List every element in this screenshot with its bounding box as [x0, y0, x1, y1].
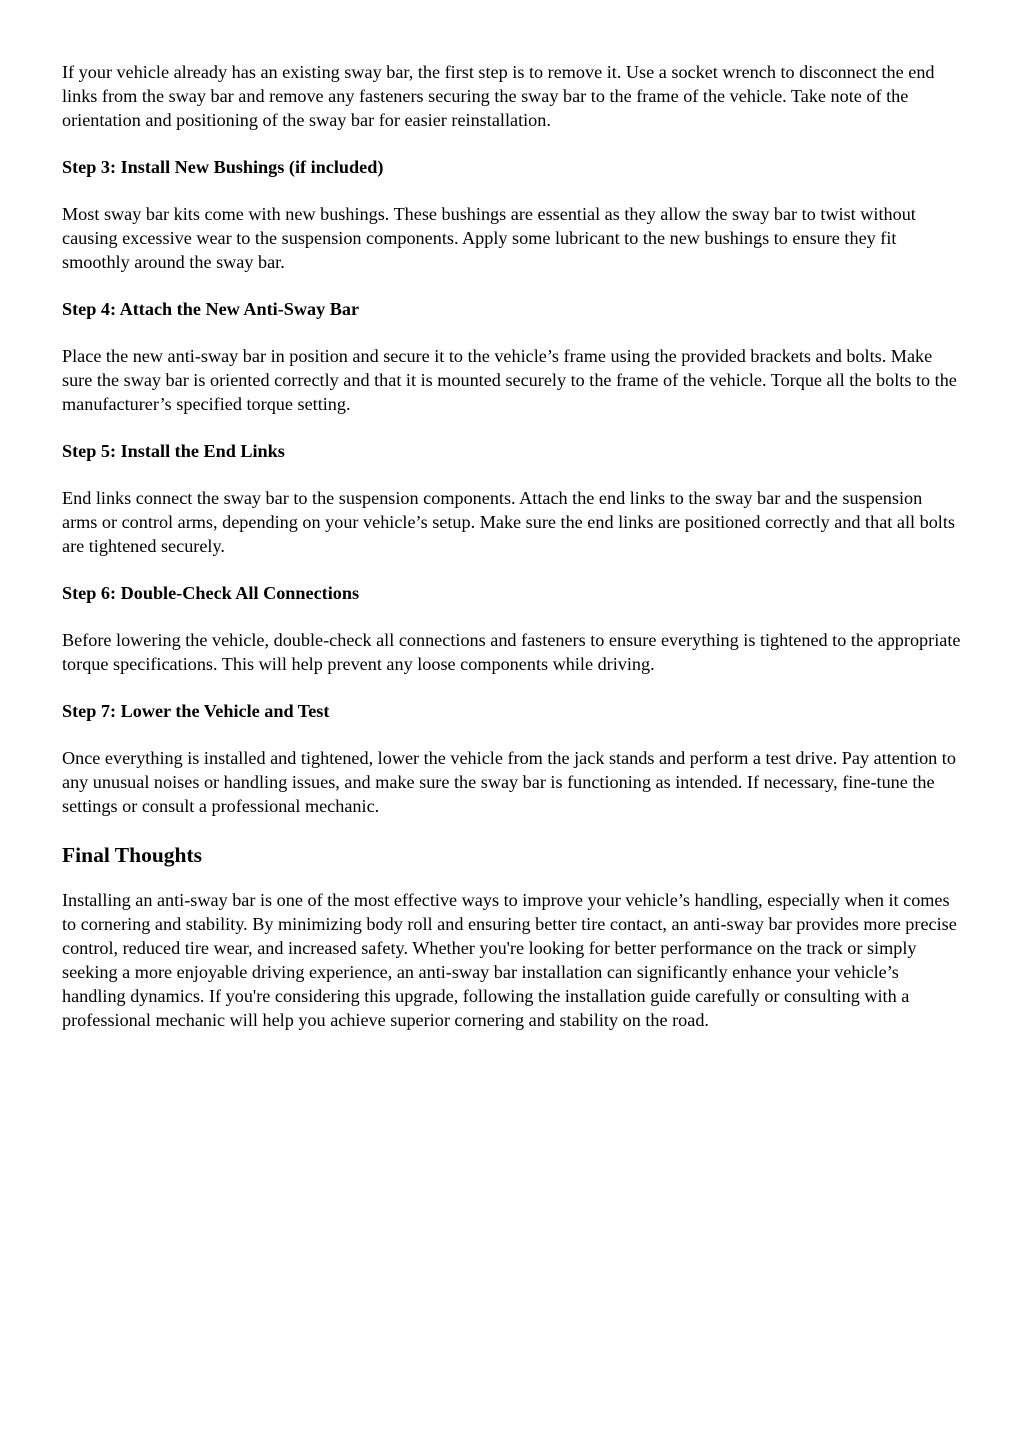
step-5-heading: Step 5: Install the End Links	[62, 441, 285, 461]
step-5-paragraph: End links connect the sway bar to the suspension components. Attach the end links to the sway bar and the suspension arms or control arms, depending on your vehicle’s setup. Make sure the end links are positioned correctly and that all bolts are tightened securely.	[62, 488, 955, 556]
step-4-heading: Step 4: Attach the New Anti-Sway Bar	[62, 299, 360, 319]
document-body	[62, 60, 962, 1032]
step-7-paragraph: Once everything is installed and tightened, lower the vehicle from the jack stands and perform a test drive. Pay attention to any unusual noises or handling issues, and make sure the sway bar is functioning as intended. If necessary, fine-tune the settings or consult a professional mechanic.	[62, 748, 956, 816]
step-6-paragraph: Before lowering the vehicle, double-check all connections and fasteners to ensure everything is tightened to the appropriate torque specifications. This will help prevent any loose components while driving.	[62, 630, 961, 674]
step-3-paragraph: Most sway bar kits come with new bushings. These bushings are essential as they allow the sway bar to twist without causing excessive wear to the suspension components. Apply some lubricant to the new bushings to ensure they fit smoothly around the sway bar.	[62, 204, 916, 272]
final-thoughts-heading: Final Thoughts	[62, 843, 203, 867]
step-6-heading: Step 6: Double-Check All Connections	[62, 583, 360, 603]
step-3-heading: Step 3: Install New Bushings (if included)	[62, 157, 384, 177]
step-7-heading: Step 7: Lower the Vehicle and Test	[62, 701, 330, 721]
intro-paragraph: If your vehicle already has an existing sway bar, the first step is to remove it. Use a socket wrench to disconnect the end links from the sway bar and remove any fasteners securing the sway bar to the frame of the vehicle. Take note of the orientation and positioning of the sway bar for easier reinstallation.	[62, 62, 935, 130]
step-4-paragraph: Place the new anti-sway bar in position and secure it to the vehicle’s frame using the provided brackets and bolts. Make sure the sway bar is oriented correctly and that it is mounted securely to the frame of the vehicle. Torque all the bolts to the manufacturer’s specified torque setting.	[62, 346, 957, 414]
final-thoughts-paragraph: Installing an anti-sway bar is one of the most effective ways to improve your vehicle’s handling, especially when it comes to cornering and stability. By minimizing body roll and ensuring better tire contact, an anti-sway bar provides more precise control, reduced tire wear, and increased safety. Whether you're looking for better performance on the track or simply seeking a more enjoyable driving experience, an anti-sway bar installation can significantly enhance your vehicle’s handling dynamics. If you're considering this upgrade, following the installation guide carefully or consulting with a professional mechanic will help you achieve superior cornering and stability on the road.	[62, 890, 957, 1030]
